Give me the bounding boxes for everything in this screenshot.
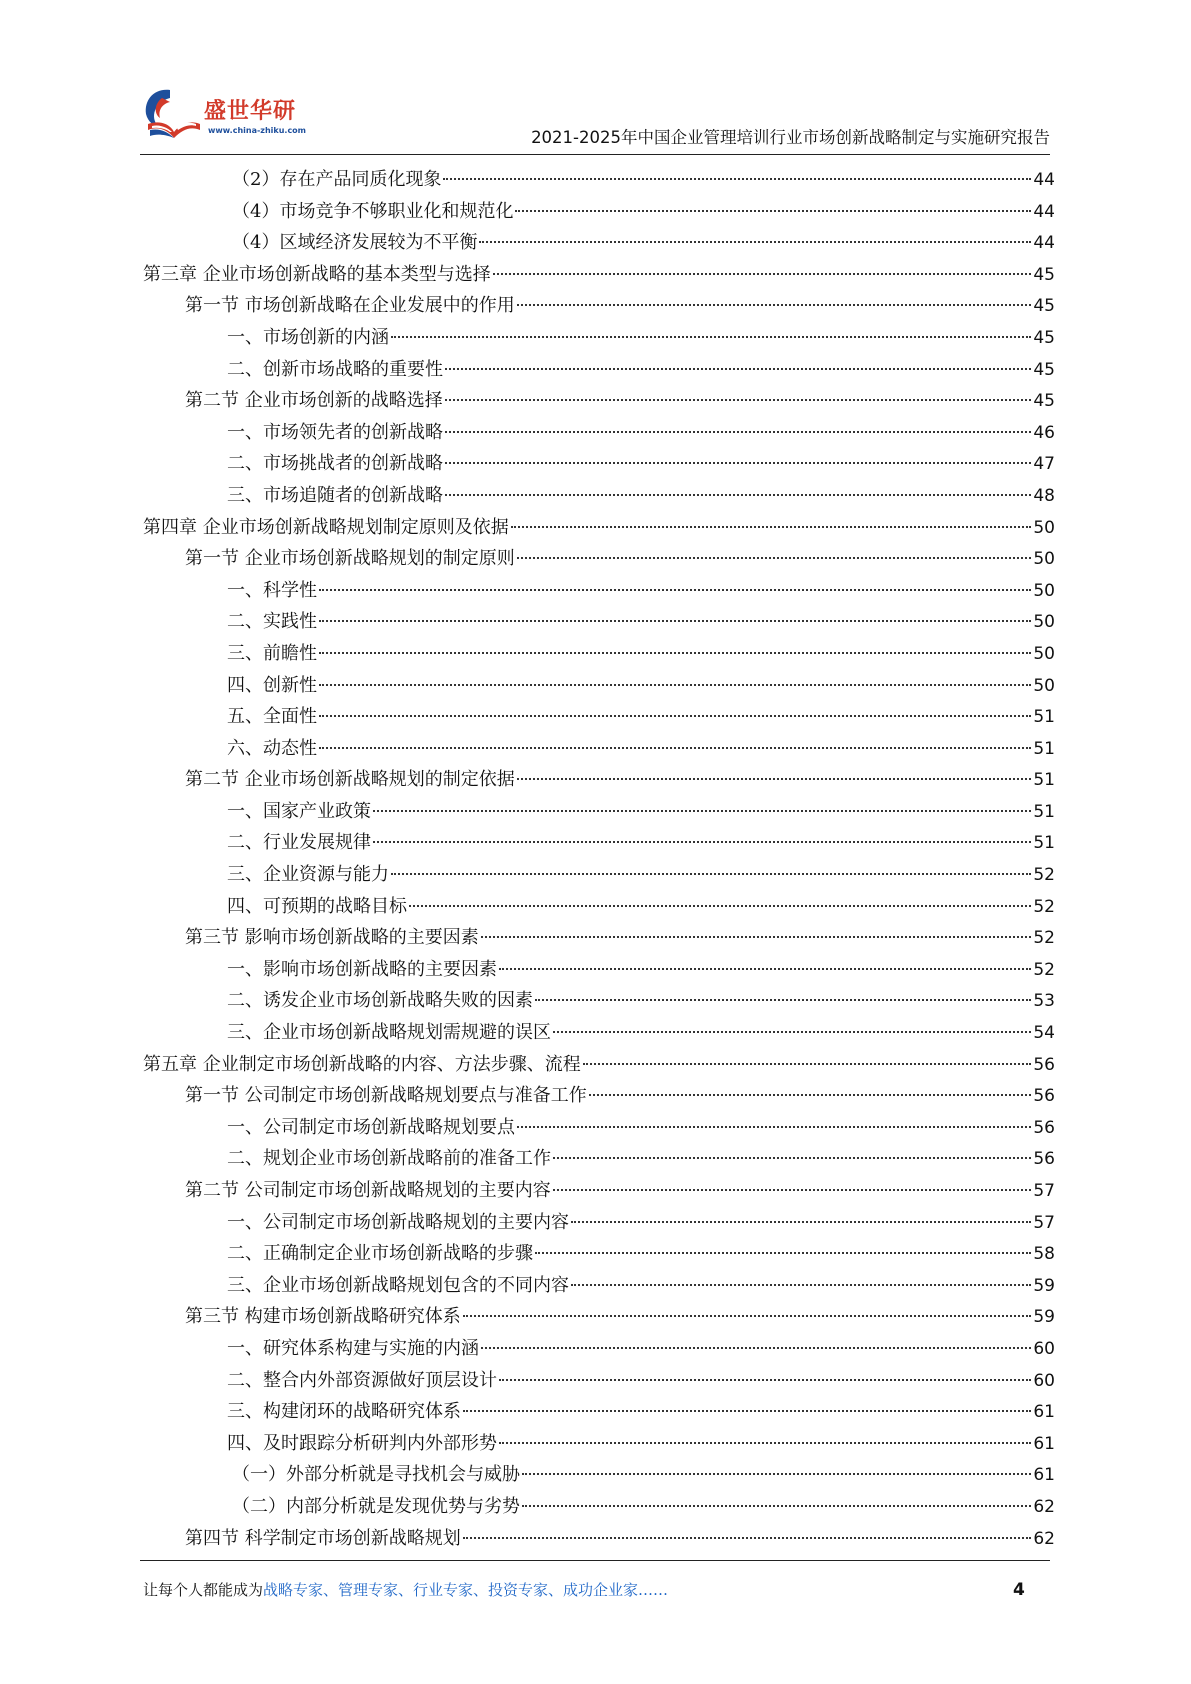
toc-entry-page: 44 — [1033, 170, 1055, 190]
toc-dot-leader — [445, 494, 1031, 496]
toc-entry[interactable] — [143, 1396, 1055, 1428]
toc-dot-leader — [445, 462, 1031, 464]
toc-entry-title: （4）市场竞争不够职业化和规范化 — [232, 200, 514, 222]
toc-dot-leader — [373, 841, 1031, 843]
toc-dot-leader — [445, 431, 1031, 433]
toc-entry-title: 三、企业市场创新战略规划需规避的误区 — [227, 1022, 551, 1044]
toc-dot-leader — [517, 557, 1032, 559]
toc-entry[interactable] — [143, 1238, 1055, 1270]
toc-entry[interactable] — [143, 480, 1055, 512]
toc-entry-title: 第四节 科学制定市场创新战略规划 — [185, 1527, 461, 1549]
toc-entry[interactable] — [143, 1523, 1055, 1555]
toc-entry-title: 一、公司制定市场创新战略规划要点 — [227, 1116, 515, 1138]
toc-dot-leader — [511, 526, 1032, 528]
toc-entry[interactable] — [143, 543, 1055, 575]
toc-entry-page: 50 — [1033, 549, 1055, 570]
toc-entry[interactable] — [143, 290, 1055, 322]
toc-dot-leader — [499, 1379, 1031, 1381]
toc-entry-page: 51 — [1033, 801, 1055, 822]
toc-entry-page: 61 — [1033, 1433, 1055, 1454]
footer-slogan-prefix: 让每个人都能成为 — [143, 1581, 264, 1599]
toc-dot-leader — [499, 1442, 1031, 1444]
toc-entry-page: 46 — [1033, 422, 1055, 443]
toc-entry-page: 51 — [1033, 707, 1055, 728]
toc-entry[interactable] — [143, 259, 1055, 291]
toc-entry-title: 一、市场创新的内涵 — [227, 326, 389, 348]
toc-entry-title: 第一节 公司制定市场创新战略规划要点与准备工作 — [185, 1085, 587, 1107]
toc-entry-title: 第三章 企业市场创新战略的基本类型与选择 — [143, 263, 491, 285]
toc-entry-page: 51 — [1033, 833, 1055, 854]
toc-entry[interactable] — [143, 227, 1055, 259]
toc-entry[interactable] — [143, 859, 1055, 891]
toc-entry[interactable] — [143, 164, 1055, 196]
toc-entry-page: 52 — [1033, 865, 1055, 886]
toc-dot-leader — [479, 241, 1031, 243]
toc-entry-title: 三、构建闭环的战略研究体系 — [227, 1401, 461, 1423]
toc-entry-page: 60 — [1033, 1370, 1055, 1391]
toc-dot-leader — [522, 1505, 1031, 1507]
toc-entry-title: 第二节 企业市场创新的战略选择 — [185, 390, 443, 412]
toc-entry-title: 二、整合内外部资源做好顶层设计 — [227, 1369, 497, 1391]
toc-entry[interactable] — [143, 796, 1055, 828]
toc-entry-page: 48 — [1033, 485, 1055, 506]
toc-entry-title: 一、科学性 — [227, 579, 317, 601]
toc-entry-page: 56 — [1033, 1054, 1055, 1075]
toc-dot-leader — [493, 273, 1032, 275]
toc-entry-title: 四、创新性 — [227, 674, 317, 696]
toc-entry[interactable] — [143, 827, 1055, 859]
toc-entry-title: （4）区域经济发展较为不平衡 — [232, 232, 478, 254]
toc-entry[interactable] — [143, 1207, 1055, 1239]
toc-entry-title: 三、市场追随者的创新战略 — [227, 484, 443, 506]
table-of-contents — [143, 164, 1055, 1554]
toc-entry-page: 58 — [1033, 1244, 1055, 1265]
toc-entry-title: 二、规划企业市场创新战略前的准备工作 — [227, 1148, 551, 1170]
footer-divider — [140, 1560, 1050, 1561]
page-number: 4 — [1013, 1580, 1025, 1600]
toc-entry[interactable] — [143, 985, 1055, 1017]
toc-entry-title: 四、可预期的战略目标 — [227, 895, 407, 917]
toc-entry-page: 60 — [1033, 1338, 1055, 1359]
toc-dot-leader — [373, 810, 1031, 812]
toc-dot-leader — [517, 1126, 1031, 1128]
toc-entry-page: 52 — [1033, 928, 1055, 949]
toc-entry[interactable] — [143, 891, 1055, 923]
toc-entry-page: 45 — [1033, 296, 1055, 317]
toc-dot-leader — [481, 1347, 1031, 1349]
toc-dot-leader — [319, 620, 1031, 622]
toc-entry-page: 44 — [1033, 233, 1055, 254]
toc-entry-page: 44 — [1033, 201, 1055, 222]
header-divider — [140, 154, 1050, 155]
toc-entry[interactable] — [143, 1017, 1055, 1049]
toc-dot-leader — [571, 1221, 1031, 1223]
toc-entry-title: 三、前瞻性 — [227, 642, 317, 664]
toc-entry[interactable] — [143, 1112, 1055, 1144]
toc-entry-page: 50 — [1033, 643, 1055, 664]
toc-entry-page: 45 — [1033, 327, 1055, 348]
toc-entry-page: 45 — [1033, 359, 1055, 380]
toc-entry-title: 六、动态性 — [227, 737, 317, 759]
toc-entry[interactable] — [143, 954, 1055, 986]
toc-dot-leader — [589, 1094, 1032, 1096]
toc-entry-title: 第三节 构建市场创新战略研究体系 — [185, 1306, 461, 1328]
toc-entry-title: 第三节 影响市场创新战略的主要因素 — [185, 927, 479, 949]
toc-entry[interactable] — [143, 701, 1055, 733]
toc-dot-leader — [463, 1537, 1032, 1539]
toc-entry-title: 二、行业发展规律 — [227, 832, 371, 854]
toc-entry-title: （二）内部分析就是发现优势与劣势 — [232, 1495, 520, 1517]
toc-dot-leader — [553, 1189, 1032, 1191]
toc-entry[interactable] — [143, 417, 1055, 449]
toc-dot-leader — [553, 1031, 1031, 1033]
toc-entry[interactable] — [143, 1428, 1055, 1460]
toc-entry[interactable] — [143, 575, 1055, 607]
toc-entry-page: 61 — [1033, 1465, 1055, 1486]
toc-entry-page: 57 — [1033, 1212, 1055, 1233]
toc-entry-title: 一、市场领先者的创新战略 — [227, 421, 443, 443]
toc-entry-title: （一）外部分析就是寻找机会与威胁 — [232, 1464, 520, 1486]
toc-entry[interactable] — [143, 196, 1055, 228]
toc-entry-page: 50 — [1033, 612, 1055, 633]
toc-entry-page: 47 — [1033, 454, 1055, 475]
toc-dot-leader — [515, 210, 1031, 212]
toc-entry[interactable] — [143, 322, 1055, 354]
toc-entry-title: （2）存在产品同质化现象 — [232, 169, 442, 190]
open-book-logo-icon — [140, 82, 204, 142]
toc-entry[interactable] — [143, 1270, 1055, 1302]
toc-dot-leader — [445, 399, 1032, 401]
toc-entry[interactable] — [143, 606, 1055, 638]
toc-dot-leader — [319, 684, 1031, 686]
toc-dot-leader — [535, 999, 1031, 1001]
toc-entry-page: 62 — [1033, 1528, 1055, 1549]
toc-entry[interactable] — [143, 922, 1055, 954]
toc-entry-title: 四、及时跟踪分析研判内外部形势 — [227, 1432, 497, 1454]
toc-entry-title: 二、市场挑战者的创新战略 — [227, 453, 443, 475]
toc-entry[interactable] — [143, 1175, 1055, 1207]
toc-entry-title: 一、公司制定市场创新战略规划的主要内容 — [227, 1211, 569, 1233]
toc-entry[interactable] — [143, 1333, 1055, 1365]
toc-entry-title: 第一节 企业市场创新战略规划的制定原则 — [185, 548, 515, 570]
report-title: 2021-2025年中国企业管理培训行业市场创新战略制定与实施研究报告 — [531, 128, 1050, 147]
page-header — [140, 82, 1050, 152]
toc-entry-page: 50 — [1033, 517, 1055, 538]
toc-entry-title: 第四章 企业市场创新战略规划制定原则及依据 — [143, 516, 509, 538]
toc-entry-title: 五、全面性 — [227, 706, 317, 728]
toc-entry[interactable] — [143, 733, 1055, 765]
toc-entry[interactable] — [143, 1491, 1055, 1523]
toc-entry-page: 56 — [1033, 1117, 1055, 1138]
toc-entry-title: 一、研究体系构建与实施的内涵 — [227, 1337, 479, 1359]
toc-entry-page: 52 — [1033, 959, 1055, 980]
toc-dot-leader — [553, 1157, 1031, 1159]
toc-entry-title: 二、正确制定企业市场创新战略的步骤 — [227, 1243, 533, 1265]
toc-dot-leader — [391, 873, 1031, 875]
toc-entry-page: 52 — [1033, 896, 1055, 917]
toc-entry-page: 53 — [1033, 991, 1055, 1012]
toc-entry-page: 59 — [1033, 1307, 1055, 1328]
toc-dot-leader — [463, 1315, 1032, 1317]
toc-entry-page: 51 — [1033, 738, 1055, 759]
toc-entry-title: 第二节 公司制定市场创新战略规划的主要内容 — [185, 1180, 551, 1201]
toc-entry-page: 51 — [1033, 770, 1055, 791]
toc-entry-title: 第五章 企业制定市场创新战略的内容、方法步骤、流程 — [143, 1053, 581, 1075]
toc-entry[interactable] — [143, 670, 1055, 702]
toc-entry-title: 一、国家产业政策 — [227, 800, 371, 822]
toc-entry-title: 二、实践性 — [227, 611, 317, 633]
toc-entry-title: 三、企业资源与能力 — [227, 864, 389, 886]
toc-entry[interactable] — [143, 448, 1055, 480]
toc-entry-page: 62 — [1033, 1496, 1055, 1517]
toc-entry[interactable] — [143, 1080, 1055, 1112]
toc-dot-leader — [517, 778, 1032, 780]
toc-entry-page: 56 — [1033, 1086, 1055, 1107]
toc-entry-title: 二、诱发企业市场创新战略失败的因素 — [227, 990, 533, 1012]
toc-dot-leader — [319, 715, 1031, 717]
toc-entry-page: 50 — [1033, 675, 1055, 696]
toc-entry[interactable] — [143, 1459, 1055, 1491]
toc-entry[interactable] — [143, 1301, 1055, 1333]
toc-dot-leader — [481, 936, 1032, 938]
toc-entry[interactable] — [143, 512, 1055, 544]
toc-entry-title: 一、影响市场创新战略的主要因素 — [227, 958, 497, 980]
toc-dot-leader — [522, 1473, 1031, 1475]
toc-entry-page: 61 — [1033, 1402, 1055, 1423]
toc-dot-leader — [583, 1063, 1032, 1065]
toc-dot-leader — [571, 1284, 1031, 1286]
toc-entry-title: 三、企业市场创新战略规划包含的不同内容 — [227, 1274, 569, 1296]
toc-entry-title: 第一节 市场创新战略在企业发展中的作用 — [185, 295, 515, 317]
toc-dot-leader — [443, 178, 1031, 180]
toc-entry-title: 二、创新市场战略的重要性 — [227, 358, 443, 380]
footer-slogan-highlight: 战略专家、管理专家、行业专家、投资专家、成功企业家…… — [263, 1581, 669, 1599]
toc-entry[interactable] — [143, 638, 1055, 670]
toc-dot-leader — [445, 368, 1031, 370]
toc-dot-leader — [535, 1252, 1031, 1254]
toc-entry[interactable] — [143, 1143, 1055, 1175]
toc-entry[interactable] — [143, 764, 1055, 796]
toc-entry-page: 57 — [1033, 1181, 1055, 1201]
company-logo — [140, 82, 350, 146]
toc-dot-leader — [319, 652, 1031, 654]
toc-dot-leader — [517, 304, 1032, 306]
toc-dot-leader — [499, 968, 1031, 970]
toc-dot-leader — [391, 336, 1031, 338]
logo-name: 盛世华研 — [204, 99, 297, 124]
toc-entry-title: 第二节 企业市场创新战略规划的制定依据 — [185, 769, 515, 791]
toc-entry[interactable] — [143, 354, 1055, 386]
toc-entry[interactable] — [143, 1049, 1055, 1081]
toc-entry-page: 45 — [1033, 391, 1055, 412]
page-footer — [143, 1578, 1023, 1602]
toc-dot-leader — [463, 1410, 1031, 1412]
toc-dot-leader — [409, 905, 1031, 907]
toc-entry[interactable] — [143, 385, 1055, 417]
toc-entry-page: 59 — [1033, 1275, 1055, 1296]
logo-url: www.china-zhiku.com — [208, 126, 307, 135]
toc-dot-leader — [319, 747, 1031, 749]
toc-entry-page: 45 — [1033, 264, 1055, 285]
toc-entry[interactable] — [143, 1365, 1055, 1397]
toc-entry-page: 50 — [1033, 580, 1055, 601]
toc-dot-leader — [319, 589, 1031, 591]
toc-entry-page: 56 — [1033, 1149, 1055, 1170]
toc-entry-page: 54 — [1033, 1023, 1055, 1044]
